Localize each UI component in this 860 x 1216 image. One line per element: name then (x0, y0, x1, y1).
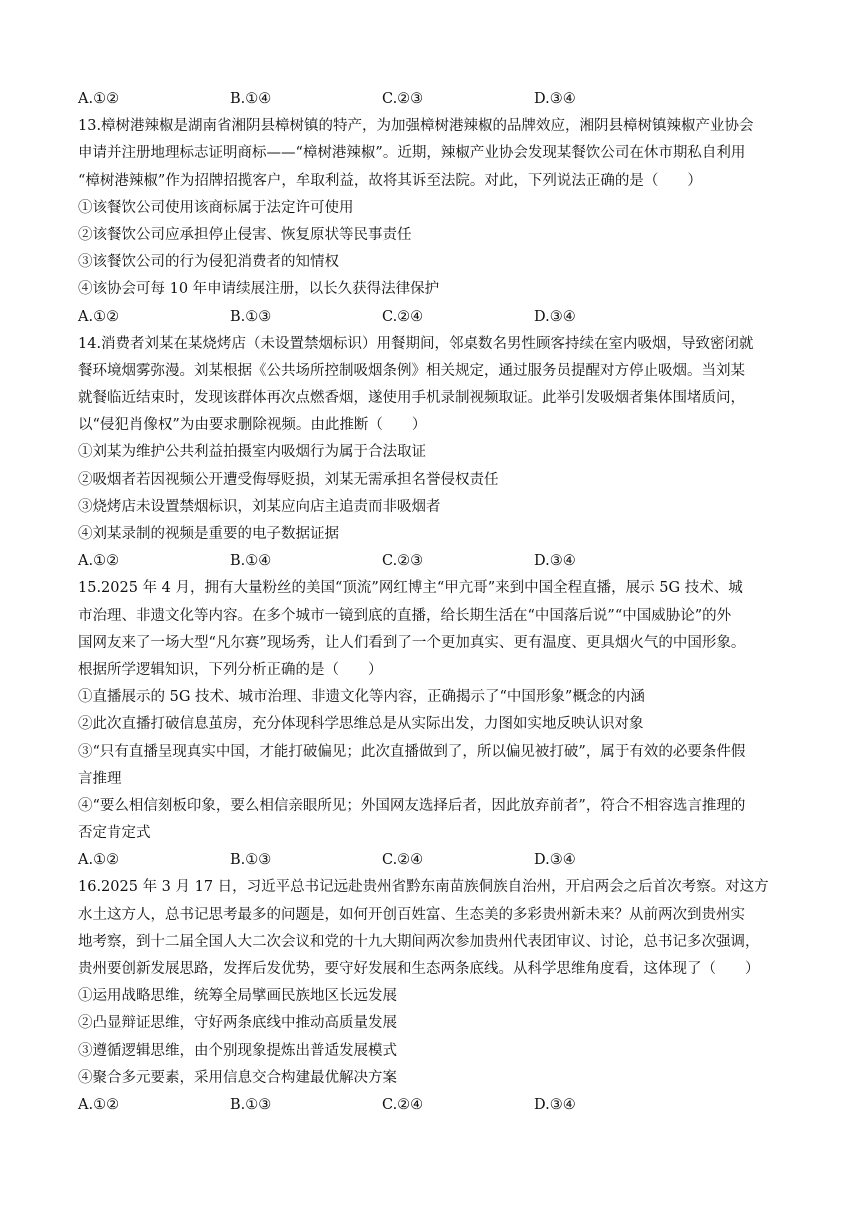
q13-option-c[interactable]: C.②④ (382, 308, 424, 325)
q16-item-3: ③遵循逻辑思维，由个别现象提炼出普适发展模式 (78, 1042, 397, 1059)
q15-item-1: ①直播展示的 5G 技术、城市治理、非遗文化等内容，正确揭示了“中国形象”概念的内涵 (78, 689, 645, 706)
q13-stem-line: 13.樟树港辣椒是湖南省湘阴县樟树镇的特产，为加强樟树港辣椒的品牌效应，湘阴县樟树镇辣椒产业协会 (78, 118, 754, 135)
q15-stem-line: 市治理、非遗文化等内容。在多个城市一镜到底的直播，给长期生活在“中国落后说”“中国威胁论”的外 (78, 607, 732, 624)
q15-stem-line: 15.2025 年 4 月，拥有大量粉丝的美国“顶流”网红博主“甲亢哥”来到中国全程直播，展示 5G 技术、城 (78, 580, 743, 597)
q13-item-2: ②该餐饮公司应承担停止侵害、恢复原状等民事责任 (78, 226, 412, 243)
q16-option-d[interactable]: D.③④ (534, 1096, 576, 1113)
q15-stem-line: 根据所学逻辑知识，下列分析正确的是（ ） (78, 661, 383, 678)
q14-option-c[interactable]: C.②③ (382, 553, 424, 570)
q16-item-2: ②凸显辩证思维，守好两条底线中推动高质量发展 (78, 1015, 397, 1032)
q14-option-a[interactable]: A.①② (78, 553, 120, 570)
q14-item-1: ①刘某为维护公共利益拍摄室内吸烟行为属于合法取证 (78, 444, 426, 461)
q15-options (78, 847, 788, 874)
q13-option-d[interactable]: D.③④ (534, 308, 576, 325)
q14-stem-line: 餐环境烟雾弥漫。刘某根据《公共场所控制吸烟条例》相关规定，通过服务员提醒对方停止吸烟。当刘某 (78, 362, 745, 379)
question-16 (78, 874, 788, 1119)
q16-stem-line: 16.2025 年 3 月 17 日，习近平总书记远赴贵州省黔东南苗族侗族自治州，开启两会之后首次考察。对这方 (78, 879, 769, 896)
q14-stem-line: 14.消费者刘某在某烧烤店（未设置禁烟标识）用餐期间，邻桌数名男性顾客持续在室内吸烟，导致密闭就 (78, 335, 754, 352)
q12-option-a[interactable]: A.①② (78, 91, 120, 107)
q16-option-b[interactable]: B.①③ (230, 1096, 272, 1113)
q14-stem-line: 以“侵犯肖像权”为由要求删除视频。由此推断（ ） (78, 417, 427, 434)
question-15 (78, 575, 788, 874)
q16-options (78, 1092, 788, 1119)
q13-item-3: ③该餐饮公司的行为侵犯消费者的知情权 (78, 254, 339, 271)
q15-option-b[interactable]: B.①③ (230, 852, 272, 869)
q14-item-4: ④刘某录制的视频是重要的电子数据证据 (78, 526, 339, 542)
q15-item-3-cont: 言推理 (78, 770, 122, 787)
q13-stem-line: 申请并注册地理标志证明商标——“樟树港辣椒”。近期，辣椒产业协会发现某餐饮公司在休市期私自利用 (78, 145, 746, 162)
q16-item-4: ④聚合多元要素，采用信息交合构建最优解决方案 (78, 1069, 397, 1086)
exam-page (78, 86, 788, 1119)
q14-stem-line: 就餐临近结束时，发现该群体再次点燃香烟，遂使用手机录制视频取证。此举引发吸烟者集体围堵质问， (78, 390, 745, 407)
q12-option-b[interactable]: B.①④ (230, 91, 272, 107)
q14-option-b[interactable]: B.①④ (230, 553, 272, 570)
q16-stem-line: 水土这方人，总书记思考最多的问题是，如何开创百姓富、生态美的多彩贵州新未来？从前两次到贵州实 (78, 906, 745, 923)
q14-option-d[interactable]: D.③④ (534, 553, 576, 570)
q12-option-c[interactable]: C.②③ (382, 91, 424, 107)
q15-item-4: ④“要么相信刻板印象，要么相信亲眼所见；外国网友选择后者，因此放弃前者”，符合不相容选言推理的 (78, 797, 746, 814)
q14-item-2: ②吸烟者若因视频公开遭受侮辱贬损，刘某无需承担名誉侵权责任 (78, 471, 499, 488)
q16-item-1: ①运用战略思维，统筹全局擘画民族地区长远发展 (78, 988, 397, 1005)
q13-item-1: ①该餐饮公司使用该商标属于法定许可使用 (78, 199, 354, 216)
q13-option-b[interactable]: B.①③ (230, 308, 272, 325)
q15-option-c[interactable]: C.②④ (382, 852, 424, 869)
q13-options (78, 304, 788, 331)
q16-stem-line: 地考察，到十二届全国人大二次会议和党的十九大期间两次参加贵州代表团审议、讨论，总书记多次强调， (78, 933, 760, 950)
question-14 (78, 331, 788, 576)
q16-stem-line: 贵州要创新发展思路，发挥后发优势，要守好发展和生态两条底线。从科学思维角度看，这体现了（ ） (78, 961, 760, 977)
q15-option-a[interactable]: A.①② (78, 852, 120, 869)
q12-options (78, 86, 788, 113)
q13-stem-line: “樟树港辣椒”作为招牌招揽客户，牟取利益，故将其诉至法院。对此，下列说法正确的是（ ） (78, 172, 702, 189)
q15-item-3: ③“只有直播呈现真实中国，才能打破偏见；此次直播做到了，所以偏见被打破”，属于有效的必要条件假 (78, 743, 746, 760)
q16-option-a[interactable]: A.①② (78, 1096, 120, 1113)
q15-item-2: ②此次直播打破信息茧房，充分体现科学思维总是从实际出发，力图如实地反映认识对象 (78, 716, 644, 733)
q14-options (78, 548, 788, 575)
question-13 (78, 113, 788, 331)
q12-option-d[interactable]: D.③④ (534, 91, 576, 107)
q13-item-4: ④该协会可每 10 年申请续展注册，以长久获得法律保护 (78, 281, 440, 298)
q13-option-a[interactable]: A.①② (78, 308, 120, 325)
q15-option-d[interactable]: D.③④ (534, 852, 576, 869)
q15-item-4-cont: 否定肯定式 (78, 825, 151, 842)
q14-item-3: ③烧烤店未设置禁烟标识，刘某应向店主追责而非吸烟者 (78, 498, 441, 515)
q16-option-c[interactable]: C.②④ (382, 1096, 424, 1113)
q15-stem-line: 国网友来了一场大型“凡尔赛”现场秀，让人们看到了一个更加真实、更有温度、更具烟火气的中国形象。 (78, 634, 746, 651)
